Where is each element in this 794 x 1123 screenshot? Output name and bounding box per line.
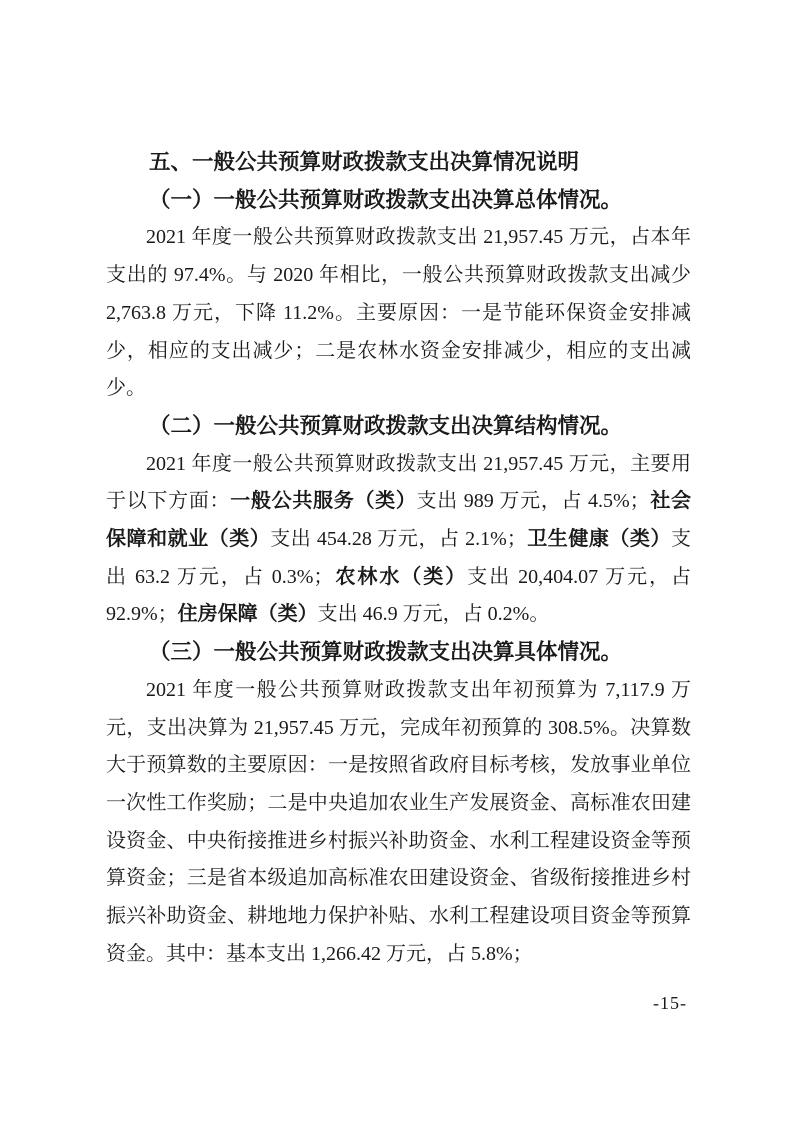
text-run: 支出 63.2 万元，占 0.3%； bbox=[106, 528, 691, 588]
text-run: 支出 46.9 万元，占 0.2%。 bbox=[317, 603, 550, 626]
heading-subsection-1 bbox=[106, 182, 691, 220]
text-run: 2021 年度一般公共预算财政拨款支出 21,957.45 万元，占本年支出的 97.4%。与 2020 年相比，一般公共预算财政拨款支出减少 2,763.8 万元，下降 11.2%。主要原因：一是节能环保资金安排减少，相应的支出减少；二是农林水资金安排减少，相应的支出减少。 bbox=[106, 226, 691, 400]
paragraph-specific-details bbox=[106, 672, 691, 974]
bold-text-run: 住房保障（类） bbox=[177, 603, 318, 626]
heading-section-5 bbox=[106, 144, 691, 182]
bold-text-run: （二）一般公共预算财政拨款支出决算结构情况。 bbox=[149, 413, 623, 438]
heading-subsection-2 bbox=[106, 408, 691, 446]
bold-text-run: 一般公共服务（类） bbox=[230, 490, 417, 513]
bold-text-run: （一）一般公共预算财政拨款支出决算总体情况。 bbox=[149, 187, 623, 212]
paragraph-structure-breakdown bbox=[106, 446, 691, 635]
paragraph-overall-situation bbox=[106, 219, 691, 408]
text-run: 支出 989 万元，占 4.5%； bbox=[416, 490, 650, 513]
page-number: -15- bbox=[653, 993, 687, 1013]
bold-text-run: 农林水（类） bbox=[333, 565, 468, 588]
document-body bbox=[106, 144, 691, 973]
text-run: 2021 年度一般公共预算财政拨款支出年初预算为 7,117.9 万元，支出决算为 21,957.45 万元，完成年初预算的 308.5%。决算数大于预算数的主要原因：一是按照省政府目标考核，发放事业单位一次性工作奖励；二是中央追加农业生产发展资金、高标准农田建设资金、中央衔接推进乡村振兴补助资金、水利工程建设资金等预算资金；三是省本级追加高标准农田建设资金、省级衔接推进乡村振兴补助资金、耕地地力保护补贴、水利工程建设项目资金等预算资金。其中：基本支出 1,266.42 万元，占 5.8%； bbox=[106, 678, 691, 965]
bold-text-run: （三）一般公共预算财政拨款支出决算具体情况。 bbox=[149, 640, 623, 665]
text-run: 2021 年度一般公共预算财政拨款支出 21,957.45 万元，主要用于以下方面： bbox=[106, 452, 691, 513]
bold-text-run: 社会保障和就业（类） bbox=[106, 490, 692, 551]
heading-subsection-3 bbox=[106, 634, 691, 672]
bold-text-run: 五、一般公共预算财政拨款支出决算情况说明 bbox=[149, 150, 580, 174]
text-run: 支出 20,404.07 万元，占 92.9%； bbox=[106, 565, 692, 626]
text-run: 支出 454.28 万元，占 2.1%； bbox=[270, 528, 527, 551]
bold-text-run: 卫生健康（类） bbox=[526, 528, 671, 551]
